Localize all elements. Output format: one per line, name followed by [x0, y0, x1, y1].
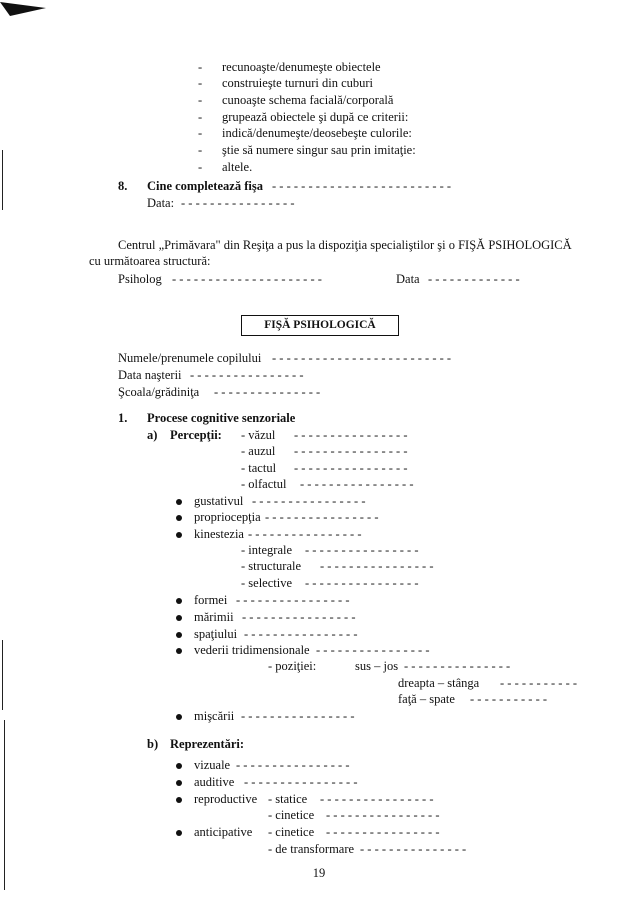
fill-dashes: - - - - - - - - - - -	[470, 692, 548, 706]
form-title-box: FIŞĂ PSIHOLOGICĂ	[241, 315, 399, 336]
fill-dashes: - - - - - - - - - - - - - - - -	[241, 709, 355, 723]
fill-dashes: - - - - - - - - - - - - - - - -	[244, 627, 358, 641]
list-dash: -	[198, 126, 203, 140]
kinestezia-sub: - structurale	[241, 559, 302, 573]
sense-item: - auzul	[241, 444, 276, 458]
birth-label: Data naşterii	[118, 368, 182, 382]
fill-dashes: - - - - - - - - - - - - - - - -	[294, 428, 408, 442]
bullet-icon	[176, 830, 182, 836]
bullet-icon	[176, 532, 182, 538]
fill-dashes: - - - - - - - - - - - - -	[428, 272, 520, 286]
bullet-icon	[176, 648, 182, 654]
repr-sub: - cinetice	[268, 808, 315, 822]
list-dash: -	[198, 60, 203, 74]
position-item: faţă – spate	[398, 692, 455, 706]
fill-dashes: - - - - - - - - - - - - - - - -	[326, 825, 440, 839]
bullet-item: gustativul	[176, 494, 243, 509]
scan-edge-line	[4, 720, 5, 890]
bullet-icon	[176, 780, 182, 786]
bullet-item: spaţiului	[176, 627, 237, 642]
sense-item: - olfactul	[241, 477, 287, 491]
fill-dashes: - - - - - - - - - - - - - - - -	[236, 758, 350, 772]
repr-sub: - de transformare	[268, 842, 355, 856]
subsection-label: b)	[147, 737, 159, 751]
intro-text: cu următoarea structură:	[89, 254, 211, 268]
scan-edge-line	[2, 640, 3, 710]
fill-dashes: - - - - - - - - - - - - - - - -	[305, 576, 419, 590]
fill-dashes: - - - - - - - - - - - - - - - -	[242, 610, 356, 624]
kinestezia-sub: - integrale	[241, 543, 293, 557]
list-dash: -	[198, 160, 203, 174]
repr-sub: - statice	[268, 792, 308, 806]
section-title: Cine completează fişa	[147, 179, 263, 193]
fill-dashes: - - - - - - - - - - - - - - - -	[305, 543, 419, 557]
bullet-item: reproductive	[176, 792, 257, 807]
fill-dashes: - - - - - - - - - - - - - - - - - - - - - - - - -	[272, 351, 452, 365]
pozitiei-label: - poziţiei:	[268, 659, 317, 673]
page-number: 19	[312, 866, 326, 880]
list-dash: -	[198, 110, 203, 124]
position-item: sus – jos	[355, 659, 399, 673]
list-item: grupează obiectele şi după ce criterii:	[222, 110, 409, 124]
bullet-icon	[176, 763, 182, 769]
bullet-item: kinestezia	[176, 527, 244, 542]
bullet-icon	[176, 615, 182, 621]
data-label: Data	[396, 272, 420, 286]
bullet-icon	[176, 499, 182, 505]
bullet-item: mărimii	[176, 610, 234, 625]
fill-dashes: - - - - - - - - - - - - - - - -	[320, 559, 434, 573]
list-dash: -	[198, 93, 203, 107]
list-dash: -	[198, 76, 203, 90]
bullet-item: propriocepţia	[176, 510, 261, 525]
psiholog-label: Psiholog	[118, 272, 162, 286]
fill-dashes: - - - - - - - - - - - - - - - -	[252, 494, 366, 508]
section-number: 8.	[118, 179, 128, 193]
list-item: altele.	[222, 160, 253, 174]
list-dash: -	[198, 143, 203, 157]
fill-dashes: - - - - - - - - - - - - - - - - - - - - -	[172, 272, 322, 286]
bullet-icon	[176, 714, 182, 720]
list-item: cunoaşte schema facială/corporală	[222, 93, 394, 107]
scan-edge-line	[2, 150, 3, 210]
intro-text: Centrul „Primăvara" din Reşiţa a pus la dispoziţia specialiştilor şi o FIŞĂ PSIHOLOGICĂ	[118, 238, 572, 252]
date-label: Data:	[147, 196, 175, 210]
fill-dashes: - - - - - - - - - - - - - - - -	[316, 643, 430, 657]
fill-dashes: - - - - - - - - - - - - - - -	[404, 659, 511, 673]
fill-dashes: - - - - - - - - - - - - - - - -	[248, 527, 362, 541]
fill-dashes: - - - - - - - - - - - - - - - -	[326, 808, 440, 822]
bullet-icon	[176, 632, 182, 638]
repr-sub: - cinetice	[268, 825, 315, 839]
fill-dashes: - - - - - - - - - - - - - - - -	[244, 775, 358, 789]
fill-dashes: - - - - - - - - - - - - - - - -	[300, 477, 414, 491]
fill-dashes: - - - - - - - - - - - - - - - -	[190, 368, 304, 382]
subsection-title: Reprezentări:	[170, 737, 245, 751]
fill-dashes: - - - - - - - - - - - - - - - -	[181, 196, 295, 210]
fill-dashes: - - - - - - - - - - - - - - - -	[265, 510, 379, 524]
bullet-item: anticipative	[176, 825, 252, 840]
bullet-icon	[176, 797, 182, 803]
scan-corner-mark	[0, 0, 48, 20]
sense-item: - tactul	[241, 461, 277, 475]
school-label: Şcoala/grădiniţa	[118, 385, 200, 399]
position-item: dreapta – stânga	[398, 676, 480, 690]
fill-dashes: - - - - - - - - - - -	[500, 676, 578, 690]
fill-dashes: - - - - - - - - - - - - - - -	[360, 842, 467, 856]
kinestezia-sub: - selective	[241, 576, 293, 590]
bullet-icon	[176, 598, 182, 604]
fill-dashes: - - - - - - - - - - - - - - - -	[236, 593, 350, 607]
list-item: recunoaşte/denumeşte obiectele	[222, 60, 381, 74]
subsection-label: a)	[147, 428, 158, 442]
bullet-icon	[176, 515, 182, 521]
section-number: 1.	[118, 411, 128, 425]
name-label: Numele/prenumele copilului	[118, 351, 262, 365]
bullet-item: mişcării	[176, 709, 234, 724]
bullet-item: vederii tridimensionale	[176, 643, 310, 658]
fill-dashes: - - - - - - - - - - - - - - -	[214, 385, 321, 399]
bullet-item: formei	[176, 593, 227, 608]
sense-item: - văzul	[241, 428, 276, 442]
fill-dashes: - - - - - - - - - - - - - - - -	[320, 792, 434, 806]
list-item: indică/denumeşte/deosebeşte culorile:	[222, 126, 412, 140]
list-item: construieşte turnuri din cuburi	[222, 76, 374, 90]
subsection-title: Percepţii:	[170, 428, 222, 442]
bullet-item: vizuale	[176, 758, 230, 773]
section-title: Procese cognitive senzoriale	[147, 411, 296, 425]
fill-dashes: - - - - - - - - - - - - - - - -	[294, 444, 408, 458]
fill-dashes: - - - - - - - - - - - - - - - - - - - - - - - - -	[272, 179, 452, 193]
fill-dashes: - - - - - - - - - - - - - - - -	[294, 461, 408, 475]
bullet-item: auditive	[176, 775, 234, 790]
list-item: ştie să numere singur sau prin imitaţie:	[222, 143, 416, 157]
